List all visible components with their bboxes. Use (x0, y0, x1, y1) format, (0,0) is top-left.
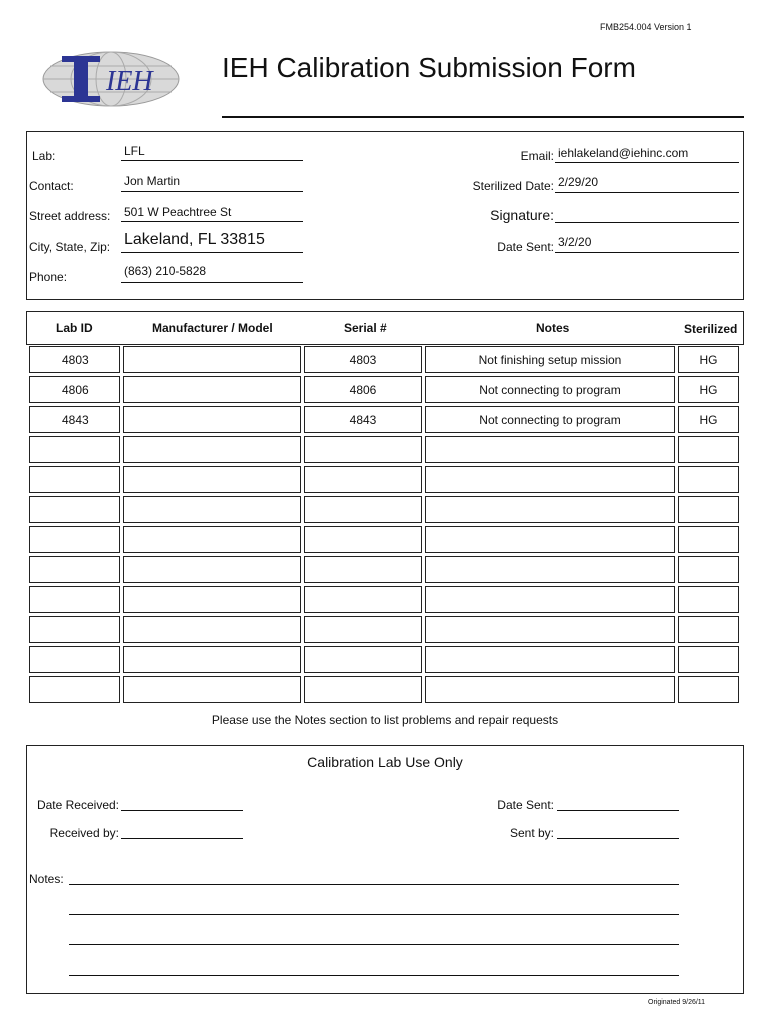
table-row (29, 676, 739, 703)
lab-notes-line-3[interactable] (69, 944, 679, 945)
sterilized-date-label: Sterilized Date: (472, 179, 554, 193)
cell-notes[interactable]: Not connecting to program (425, 406, 675, 433)
cell-lab-id[interactable]: 4843 (29, 406, 120, 433)
cell-sterilized[interactable] (678, 556, 739, 583)
email-underline (555, 162, 739, 163)
signature-label: Signature: (490, 207, 554, 223)
contact-underline (121, 191, 303, 192)
form-code: FMB254.004 Version 1 (600, 22, 692, 32)
cell-notes[interactable] (425, 676, 675, 703)
phone-underline (121, 282, 303, 283)
cell-notes[interactable] (425, 526, 675, 553)
cell-lab-id[interactable] (29, 436, 120, 463)
date-received-field[interactable] (121, 810, 243, 811)
cell-sterilized[interactable] (678, 496, 739, 523)
street-label: Street address: (29, 209, 111, 223)
cell-lab-id[interactable] (29, 586, 120, 613)
cell-notes[interactable] (425, 496, 675, 523)
table-row (29, 496, 739, 523)
cell-manufacturer-model[interactable] (123, 526, 301, 553)
header-serial: Serial # (344, 321, 387, 335)
sterilized-date-underline (555, 192, 739, 193)
phone-value[interactable]: (863) 210-5828 (124, 264, 207, 278)
cell-serial[interactable] (304, 436, 422, 463)
cell-manufacturer-model[interactable] (123, 346, 301, 373)
cell-sterilized[interactable] (678, 466, 739, 493)
items-table (26, 343, 742, 706)
phone-label: Phone: (29, 270, 68, 284)
cell-lab-id[interactable]: 4803 (29, 346, 120, 373)
cell-lab-id[interactable] (29, 496, 120, 523)
email-label: Email: (520, 149, 554, 163)
cell-lab-id[interactable] (29, 466, 120, 493)
sent-by-field[interactable] (557, 838, 679, 839)
cell-sterilized[interactable]: HG (678, 346, 739, 373)
header-sterilized: Sterilized (684, 322, 738, 336)
cell-sterilized[interactable]: HG (678, 376, 739, 403)
lab-label: Lab: (32, 149, 56, 163)
cell-manufacturer-model[interactable] (123, 586, 301, 613)
cell-notes[interactable]: Not connecting to program (425, 376, 675, 403)
table-row (29, 466, 739, 493)
cell-sterilized[interactable] (678, 436, 739, 463)
contact-value[interactable]: Jon Martin (124, 174, 181, 188)
cell-serial[interactable]: 4806 (304, 376, 422, 403)
city-underline (121, 252, 303, 253)
header-manufacturer-model: Manufacturer / Model (152, 321, 273, 335)
table-row (29, 526, 739, 553)
sterilized-date-value[interactable]: 2/29/20 (558, 175, 599, 189)
cell-serial[interactable]: 4843 (304, 406, 422, 433)
lab-date-sent-field[interactable] (557, 810, 679, 811)
street-value[interactable]: 501 W Peachtree St (124, 205, 232, 219)
originated-date: Originated 9/26/11 (648, 999, 706, 1006)
table-row (29, 376, 739, 403)
cell-serial[interactable] (304, 526, 422, 553)
cell-sterilized[interactable] (678, 646, 739, 673)
cell-lab-id[interactable] (29, 526, 120, 553)
cell-sterilized[interactable] (678, 586, 739, 613)
cell-serial[interactable] (304, 556, 422, 583)
cell-lab-id[interactable] (29, 556, 120, 583)
cell-lab-id[interactable] (29, 646, 120, 673)
city-label: City, State, Zip: (29, 240, 111, 254)
street-underline (121, 221, 303, 222)
cell-manufacturer-model[interactable] (123, 646, 301, 673)
lab-notes-label: Notes: (29, 872, 64, 886)
table-row (29, 616, 739, 643)
title-divider (222, 116, 744, 118)
cell-manufacturer-model[interactable] (123, 676, 301, 703)
cell-serial[interactable] (304, 586, 422, 613)
cell-serial[interactable] (304, 646, 422, 673)
cell-notes[interactable] (425, 436, 675, 463)
date-received-label: Date Received: (36, 798, 119, 812)
table-row (29, 556, 739, 583)
ieh-logo (40, 48, 182, 110)
cell-manufacturer-model[interactable] (123, 406, 301, 433)
contact-label: Contact: (29, 179, 74, 193)
cell-manufacturer-model[interactable] (123, 466, 301, 493)
header-notes: Notes (536, 321, 570, 335)
cell-manufacturer-model[interactable] (123, 496, 301, 523)
lab-value[interactable]: LFL (124, 144, 145, 158)
lab-date-sent-label: Date Sent: (497, 798, 554, 812)
date-sent-underline (555, 252, 739, 253)
cell-manufacturer-model[interactable] (123, 376, 301, 403)
header-lab-id: Lab ID (56, 321, 93, 335)
table-row (29, 436, 739, 463)
table-row (29, 586, 739, 613)
cell-lab-id[interactable]: 4806 (29, 376, 120, 403)
sent-by-label: Sent by: (509, 826, 554, 840)
cell-serial[interactable] (304, 616, 422, 643)
cell-lab-id[interactable] (29, 616, 120, 643)
cell-serial[interactable] (304, 466, 422, 493)
table-row (29, 646, 739, 673)
logo-text: IEH (106, 66, 153, 97)
page-title: IEH Calibration Submission Form (222, 52, 636, 83)
cell-sterilized[interactable] (678, 616, 739, 643)
cell-sterilized[interactable] (678, 676, 739, 703)
cell-manufacturer-model[interactable] (123, 556, 301, 583)
cell-lab-id[interactable] (29, 676, 120, 703)
lab-notes-line-1[interactable] (69, 884, 679, 885)
lab-notes-line-4[interactable] (69, 975, 679, 976)
date-sent-label: Date Sent: (497, 240, 554, 254)
cell-serial[interactable] (304, 676, 422, 703)
cell-manufacturer-model[interactable] (123, 436, 301, 463)
signature-field[interactable] (555, 222, 739, 223)
cell-sterilized[interactable] (678, 526, 739, 553)
notes-instruction: Please use the Notes section to list problems and repair requests (211, 713, 559, 727)
received-by-label: Received by: (49, 826, 119, 840)
received-by-field[interactable] (121, 838, 243, 839)
cell-notes[interactable] (425, 646, 675, 673)
email-value[interactable]: iehlakeland@iehinc.com (558, 146, 689, 160)
table-row (29, 346, 739, 373)
city-value[interactable]: Lakeland, FL 33815 (124, 231, 265, 248)
cell-serial[interactable] (304, 496, 422, 523)
cell-notes[interactable] (425, 586, 675, 613)
cell-notes[interactable] (425, 616, 675, 643)
lab-underline (121, 160, 303, 161)
cell-manufacturer-model[interactable] (123, 616, 301, 643)
lab-use-box (26, 745, 744, 994)
date-sent-value[interactable]: 3/2/20 (558, 235, 592, 249)
cell-notes[interactable] (425, 466, 675, 493)
lab-notes-line-2[interactable] (69, 914, 679, 915)
lab-use-title: Calibration Lab Use Only (307, 754, 463, 770)
cell-serial[interactable]: 4803 (304, 346, 422, 373)
cell-notes[interactable] (425, 556, 675, 583)
cell-sterilized[interactable]: HG (678, 406, 739, 433)
cell-notes[interactable]: Not finishing setup mission (425, 346, 675, 373)
table-row (29, 406, 739, 433)
